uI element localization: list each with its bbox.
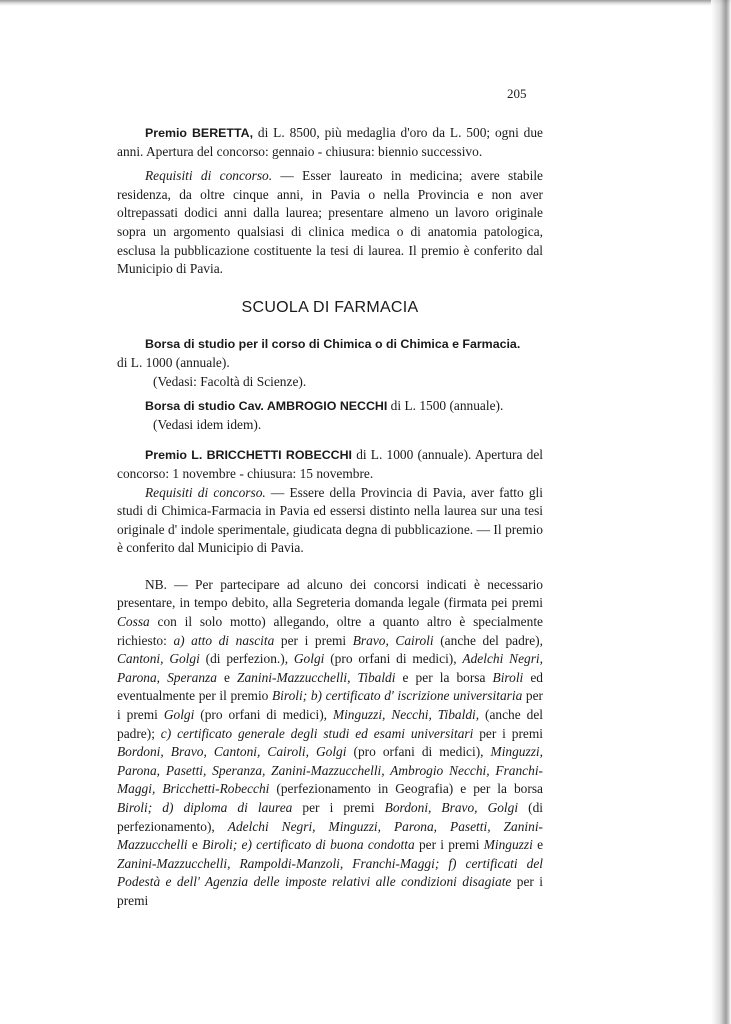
nb-text: e [187, 837, 203, 853]
page-body [117, 124, 543, 911]
nb-emphasis: Bordoni, Bravo, Cantoni, Cairoli, Golgi [117, 744, 347, 760]
nb-text: (perfezionamento in Geografia) e per la borsa [269, 781, 543, 797]
bricchetti-req-text: — Essere della Provincia di Pavia, aver fatto gli studi di Chimica-Farmacia in Pavia ed essersi distinto nella laurea sur una tesi originale d' indole sperimentale, giudicata degna di pubblicazione. — Il premio è conferito dal Municipio di Pavia. [117, 484, 544, 556]
nb-emphasis: Golgi [163, 707, 195, 723]
section-title: SCUOLA DI FARMACIA [241, 298, 419, 316]
nb-text: per i premi [117, 874, 543, 908]
nb-emphasis: c) certificato generale degli studi ed esami universitari [160, 725, 474, 741]
nb-text: e [532, 837, 544, 853]
nb-emphasis: Biroli [492, 669, 524, 685]
beretta-text: di L. 8500, più medaglia d'oro da L. 500; ogni due anni. Apertura del concorso: gennaio - chiusura: biennio successivo. [117, 125, 543, 159]
borsa-chimica-note: (Vedasi: Facoltà di Scienze). [153, 373, 307, 389]
nb-emphasis: Zanini-Mazzucchelli, Tibaldi [237, 669, 396, 685]
nb-text: (anche del padre), [433, 632, 543, 648]
borsa-chimica-amount: di L. 1000 (annuale). [117, 354, 230, 370]
bricchetti-requirements [117, 484, 543, 558]
beretta-req-text: — Esser laureato in medicina; avere stabile residenza, da oltre cinque anni, in Pavia o nella Provincia e non aver oltrepassati dodici anni dalla laurea; presentare almeno un lavoro originale sopra un argomento qualsiasi di clinica medica o di anatomia patologica, esclusa la pubblicazione costituente la tesi di laurea. Il premio è conferito dal Municipio di Pavia. [117, 168, 544, 277]
beretta-heading: Premio BERETTA, [145, 126, 254, 140]
nb-text: NB. — Per partecipare ad alcuno dei concorsi indicati è necessario presentare, in tempo debito, alla Segreteria domanda legale (firmata pei premi [117, 576, 543, 611]
nb-emphasis: Biroli; e) certificato di buona condotta [202, 837, 415, 853]
nb-text: (pro orfani di medici), [324, 651, 463, 667]
nb-emphasis: Minguzzi, Parona, Pasetti, Speranza, Zanini-Mazzucchelli, Ambrogio Necchi, Franchi-Maggi, Bricchetti-Robecchi [117, 744, 543, 797]
borsa-necchi-heading: Borsa di studio Cav. AMBROGIO NECCHI [145, 399, 388, 414]
page-number: 205 [507, 86, 527, 101]
beretta-req-label: Requisiti di concorso. [145, 168, 273, 184]
nb-emphasis: a) atto di nascita [173, 632, 275, 648]
nb-text: (pro orfani di medici), [346, 744, 491, 760]
nb-text: ed eventualmente per il premio [117, 669, 543, 704]
nb-emphasis: Minguzzi, Necchi, Tibaldi, [332, 707, 480, 723]
nb-emphasis: Adelchi Negri, Minguzzi, Parona, Pasetti, Zanini-Mazzucchelli [117, 818, 543, 853]
nb-text: per i premi [473, 725, 543, 741]
nb-emphasis: Cantoni, Golgi [117, 651, 200, 667]
bricchetti-paragraph [117, 446, 543, 483]
nb-emphasis: Bordoni, Bravo, Golgi [384, 800, 519, 815]
nb-text: per i premi [414, 837, 484, 853]
nb-text: (di perfezion.), [199, 651, 294, 667]
nb-text: per i premi [117, 688, 543, 723]
nb-emphasis: Biroli; b) certificato d' iscrizione universitaria [272, 688, 523, 704]
nb-paragraph [117, 576, 543, 911]
nb-text: con il solo motto) allegando, oltre a quanto altro è specialmente richiesto: [117, 614, 543, 648]
nb-text: (anche del padre); [117, 707, 543, 741]
nb-emphasis: Minguzzi [483, 837, 533, 853]
borsa-necchi-note: (Vedasi idem idem). [153, 416, 262, 432]
borsa-necchi-text: di L. 1500 (annuale). [387, 398, 504, 414]
page-binding-edge [711, 0, 731, 1024]
bricchetti-heading: Premio L. BRICCHETTI ROBECCHI [145, 448, 352, 463]
bricchetti-req-label: Requisiti di concorso. [145, 484, 266, 500]
nb-emphasis: Zanini-Mazzucchelli, Rampoldi-Manzoli, Franchi-Maggi; f) certificati del Podestà e dell' Agenzia delle imposte relativi alle condizioni disagiate [117, 855, 543, 890]
nb-emphasis: Biroli; d) diploma di laurea [117, 800, 293, 815]
page-top-edge [0, 0, 731, 6]
nb-text: e per la borsa [395, 669, 493, 685]
beretta-paragraph [117, 124, 543, 161]
bricchetti-text: di L. 1000 (annuale). Apertura del concorso: 1 novembre - chiusura: 15 novembre. [117, 447, 543, 481]
nb-text: (pro orfani di medici), [194, 707, 333, 723]
borsa-chimica-paragraph [117, 335, 543, 354]
nb-text: e [216, 669, 238, 685]
nb-emphasis: Adelchi Negri, Parona, Speranza [117, 651, 543, 685]
borsa-chimica-heading: Borsa di studio per il corso di Chimica o di Chimica e Farmacia. [145, 337, 521, 352]
beretta-requirements [117, 167, 543, 279]
nb-text: per i premi [292, 800, 385, 815]
borsa-necchi-paragraph [117, 397, 543, 416]
nb-text: per i premi [274, 632, 353, 648]
nb-emphasis: Bravo, Cairoli [352, 632, 434, 648]
nb-emphasis: Cossa [117, 614, 150, 630]
nb-emphasis: Golgi [293, 651, 325, 667]
nb-text: (di perfezionamento), [117, 800, 544, 834]
